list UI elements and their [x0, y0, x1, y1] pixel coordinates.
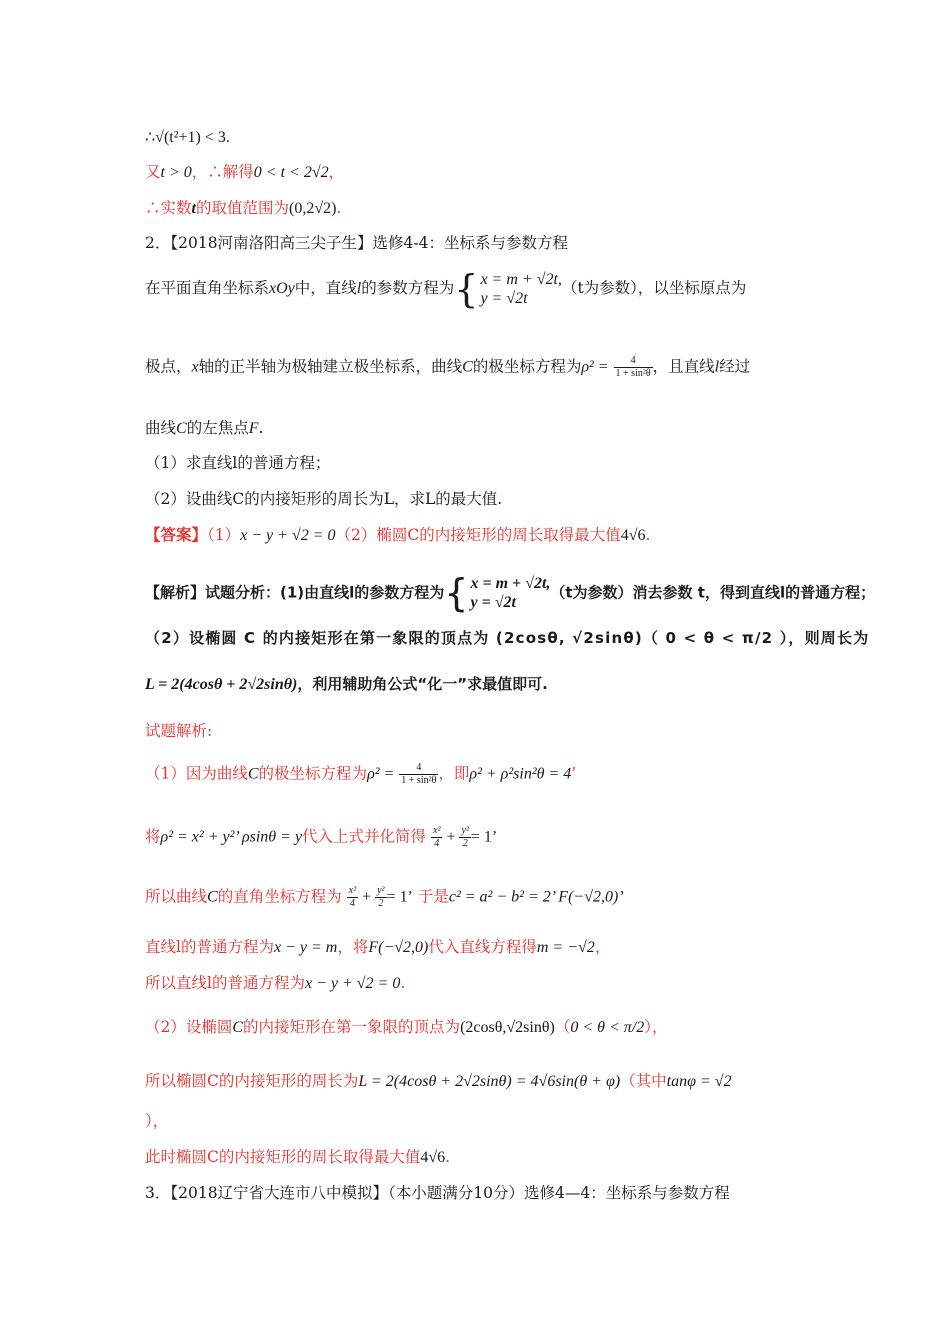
analysis-line-2: （2）设椭圆 C 的内接矩形在第一象限的顶点为 (2cosθ, √2sinθ)（ 0 < θ < π/2 ），则周长为 — [145, 629, 870, 647]
fraction-x2-4: $\frac{\text{x²}}{4}$ — [348, 885, 357, 909]
polar-fraction: $\frac{4}{\text{1 + sin²θ}}$ — [615, 355, 651, 379]
line-sqrt-inequality — [145, 126, 230, 149]
question-3-header: 3．【2018辽宁省大连市八中模拟】（本小题满分10分）选修4—4：坐标系与参数方程 — [145, 1184, 730, 1202]
analysis-line-3: L = 2(4cosθ + 2√2sinθ)，利用辅助角公式“化一”求最值即可. — [145, 675, 548, 693]
solution-step-7: 所以椭圆C的内接矩形的周长为L = 2(4cosθ + 2√2sinθ) = 4√6sin(θ + φ)（其中tanφ = √2 — [145, 1072, 732, 1090]
answer-line: 【答案】（1）x − y + √2 = 0（2）椭圆C的内接矩形的周长取得最大值4√6. — [145, 525, 651, 544]
solution-title: 试题解析: — [145, 722, 213, 740]
subquestion-2: （2）设曲线C的内接矩形的周长为L，求L的最大值. — [145, 490, 503, 508]
subquestion-1: （1）求直线l的普通方程； — [145, 454, 331, 472]
fraction-y2-2: $\frac{\text{y²}}{2}$ — [377, 885, 385, 909]
solution-step-5: 所以直线l的普通方程为x − y + √2 = 0. — [145, 974, 406, 992]
solution-step-7-cont: ）， — [145, 1112, 169, 1130]
brace-icon: { — [454, 267, 479, 311]
brace-icon: { — [444, 571, 469, 615]
parametric-system: x = m + √2t, y = √2t — [480, 271, 562, 307]
solution-step-6: （2）设椭圆C的内接矩形在第一象限的顶点为(2cosθ,√2sinθ)（0 < θ < π/2）， — [145, 1018, 668, 1036]
fraction-y2-2: $\frac{\text{y²}}{2}$ — [461, 825, 469, 849]
q2-problem-line-2: 极点，x轴的正半轴为极轴建立极坐标系，曲线C的极坐标方程为ρ² = $\frac{4}{\text{1 + sin²θ}}$ ，且直线l经过 — [145, 355, 751, 379]
solution-step-8: 此时椭圆C的内接矩形的周长取得最大值4√6. — [145, 1148, 451, 1166]
solution-step-2: 将ρ² = x² + y²’ ρsinθ = y代入上式并化简得 $\frac{\text{x²}}{4}$ + $\frac{\text{y²}}{2}$ = 1’ — [145, 825, 498, 849]
fraction-x2-4: $\frac{\text{x²}}{4}$ — [433, 825, 441, 849]
question-2-header: 2．【2018河南洛阳高三尖子生】选修4-4：坐标系与参数方程 — [145, 234, 569, 252]
analysis-line-1: 【解析】试题分析：(1)由直线l的参数方程为{ x = m + √2t, y = √2t （t为参数）消去参数 t，得到直线l的普通方程； — [145, 571, 876, 615]
line-range: ∴实数t的取值范围为(0,2√2). — [145, 199, 342, 217]
solution-step-4: 直线l的普通方程为x − y = m，将F(−√2,0)代入直线方程得m = −√2， — [145, 938, 611, 956]
solution-step-3: 所以曲线C的直角坐标方程为 $\frac{\text{x²}}{4}$ + $\frac{\text{y²}}{2}$ = 1’ 于是c² = a² − b² = 2’ F(−√2,0)’ — [145, 885, 624, 909]
line-t-positive: 又t > 0，∴解得0 < t < 2√2， — [145, 163, 345, 181]
analysis-parametric-system: x = m + √2t, y = √2t — [470, 575, 551, 611]
solution-step-1: （1）因为曲线C的极坐标方程为ρ² = $\frac{4}{\text{1 + sin²θ}}$ ，即ρ² + ρ²sin²θ = 4’ — [145, 762, 577, 786]
sqrt-inequality-math: ∴√(t²+1) < 3. — [145, 129, 230, 146]
q2-problem-line-3: 曲线C的左焦点F. — [145, 419, 264, 437]
answer-label: 【答案】 — [145, 525, 208, 544]
polar-fraction: $\frac{4}{\text{1 + sin²θ}}$ — [401, 762, 437, 786]
q2-problem-line-1: 在平面直角坐标系xOy中，直线l的参数方程为{ x = m + √2t, y = √2t （t为参数），以坐标原点为 — [145, 267, 747, 311]
